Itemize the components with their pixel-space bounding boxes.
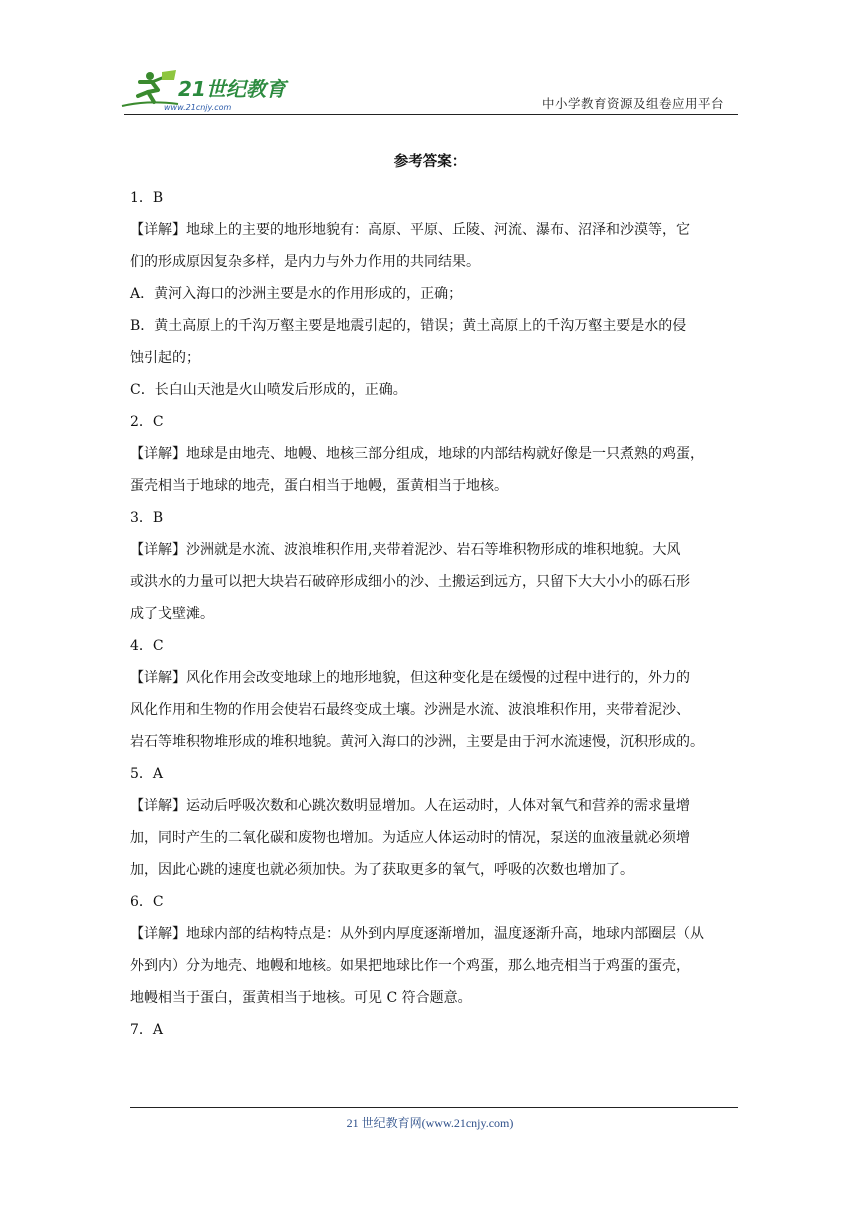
page-header bbox=[118, 60, 738, 116]
answer-explanation-line: 们的形成原因复杂多样，是内力与外力作用的共同结果。 bbox=[130, 254, 480, 270]
answer-number: 4．C bbox=[130, 638, 164, 654]
answer-explanation-line: 成了戈壁滩。 bbox=[130, 606, 214, 622]
platform-tagline: 中小学教育资源及组卷应用平台 bbox=[541, 96, 724, 111]
logo-main-text: 21世纪教育 bbox=[178, 77, 286, 101]
answer-explanation-line: 蚀引起的； bbox=[130, 350, 200, 366]
answer-explanation-line: 【详解】沙洲就是水流、波浪堆积作用,夹带着泥沙、岩石等堆积物形成的堆积地貌。大风 bbox=[130, 542, 681, 558]
site-logo[interactable] bbox=[118, 66, 298, 116]
answer-explanation-line: B．黄土高原上的千沟万壑主要是地震引起的，错误；黄土高原上的千沟万壑主要是水的侵 bbox=[130, 318, 687, 334]
answer-number: 5．A bbox=[130, 766, 164, 782]
answer-explanation-line: 或洪水的力量可以把大块岩石破碎形成细小的沙、土搬运到远方，只留下大大小小的砾石形 bbox=[130, 574, 690, 590]
footer-link[interactable]: 21 世纪教育网(www.21cnjy.com) bbox=[346, 1116, 514, 1130]
footer-divider bbox=[130, 1107, 738, 1108]
answer-explanation-line: 风化作用和生物的作用会使岩石最终变成土壤。沙洲是水流、波浪堆积作用，夹带着泥沙、 bbox=[130, 702, 690, 718]
answer-number: 2．C bbox=[130, 414, 164, 430]
answer-number: 1．B bbox=[130, 190, 164, 206]
answer-explanation-line: 蛋壳相当于地球的地壳，蛋白相当于地幔，蛋黄相当于地核。 bbox=[130, 478, 508, 494]
answer-explanation-line: 【详解】地球上的主要的地形地貌有：高原、平原、丘陵、河流、瀑布、沼泽和沙漠等，它 bbox=[130, 222, 690, 238]
logo-sub-text: www.21cnjy.com bbox=[164, 103, 232, 112]
answer-explanation-line: 加，因此心跳的速度也就必须加快。为了获取更多的氧气，呼吸的次数也增加了。 bbox=[130, 862, 634, 878]
answer-number: 7．A bbox=[130, 1022, 164, 1038]
answer-explanation-line: 地幔相当于蛋白，蛋黄相当于地核。可见 C 符合题意。 bbox=[130, 990, 472, 1006]
answer-explanation-line: 【详解】地球内部的结构特点是：从外到内厚度逐渐增加，温度逐渐升高，地球内部圈层（从 bbox=[130, 926, 704, 942]
answer-explanation-line: C．长白山天池是火山喷发后形成的，正确。 bbox=[130, 382, 407, 398]
answer-explanation-line: 加，同时产生的二氧化碳和废物也增加。为适应人体运动时的情况，泵送的血液量就必须增 bbox=[130, 830, 690, 846]
header-divider bbox=[124, 114, 738, 115]
answer-explanation-line: A．黄河入海口的沙洲主要是水的作用形成的，正确； bbox=[130, 286, 463, 302]
answer-explanation-line: 【详解】风化作用会改变地球上的地形地貌，但这种变化是在缓慢的过程中进行的，外力的 bbox=[130, 670, 690, 686]
answer-explanation-line: 岩石等堆积物堆形成的堆积地貌。黄河入海口的沙洲，主要是由于河水流速慢，沉积形成的。 bbox=[130, 734, 704, 750]
answer-content bbox=[130, 150, 730, 1046]
answer-explanation-line: 【详解】地球是由地壳、地幔、地核三部分组成，地球的内部结构就好像是一只煮熟的鸡蛋， bbox=[130, 446, 704, 462]
page-title: 参考答案： bbox=[393, 154, 467, 170]
answer-number: 6．C bbox=[130, 894, 164, 910]
runner-logo-icon bbox=[118, 66, 298, 116]
answer-explanation-line: 外到内）分为地壳、地幔和地核。如果把地球比作一个鸡蛋，那么地壳相当于鸡蛋的蛋壳， bbox=[130, 958, 690, 974]
answer-explanation-line: 【详解】运动后呼吸次数和心跳次数明显增加。人在运动时，人体对氧气和营养的需求量增 bbox=[130, 798, 690, 814]
answer-list bbox=[130, 182, 730, 1046]
answer-number: 3．B bbox=[130, 510, 164, 526]
